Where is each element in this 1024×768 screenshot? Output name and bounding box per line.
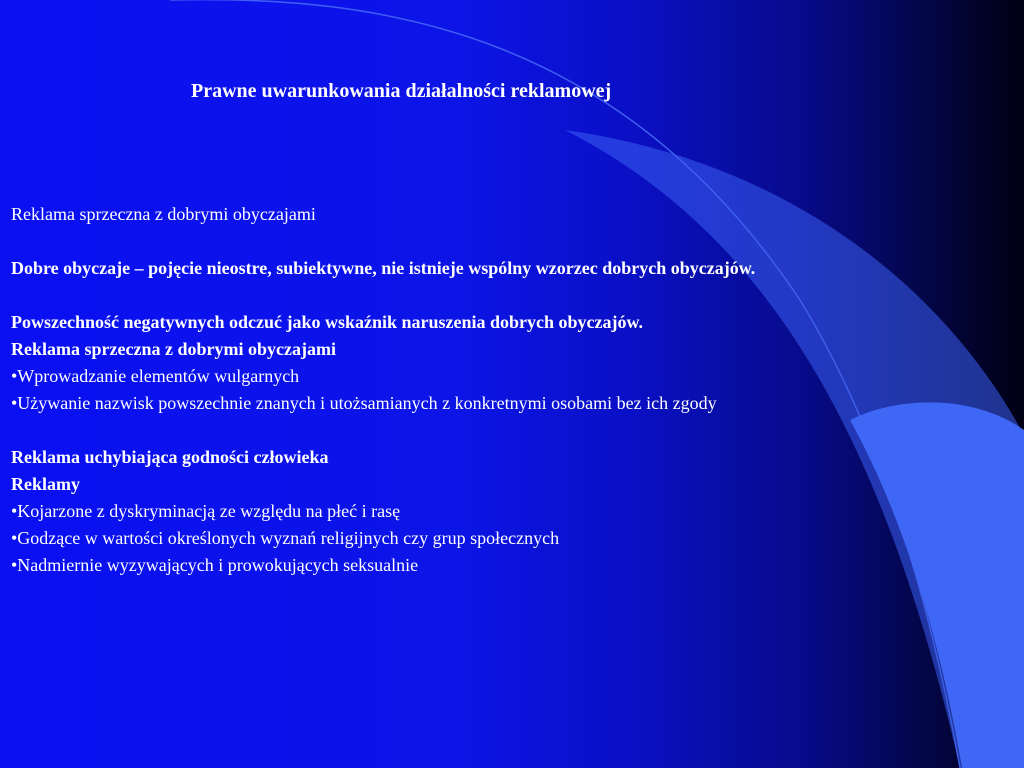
bullet-item: •Godzące w wartości określonych wyznań religijnych czy grup społecznych <box>11 528 560 548</box>
section2-subheading: Reklamy <box>11 474 80 494</box>
bullet-item: •Wprowadzanie elementów wulgarnych <box>11 366 300 386</box>
section2-heading: Reklama uchybiająca godności człowieka <box>11 447 329 467</box>
spacer <box>11 417 1011 444</box>
indicator-text: Powszechność negatywnych odczuć jako wskaźnik naruszenia dobrych obyczajów. <box>11 312 644 332</box>
spacer <box>11 228 1011 255</box>
slide-title: Prawne uwarunkowania działalności reklamowej <box>191 80 612 102</box>
section1-heading: Reklama sprzeczna z dobrymi obyczajami <box>11 339 336 359</box>
bullet-item: •Używanie nazwisk powszechnie znanych i utożsamianych z konkretnymi osobami bez ich zgody <box>11 393 717 413</box>
spacer <box>11 282 1011 309</box>
slide-content <box>11 201 1011 579</box>
bullet-item: •Kojarzone z dyskryminacją ze względu na płeć i rasę <box>11 501 401 521</box>
bullet-item: •Nadmiernie wyzywających i prowokujących seksualnie <box>11 555 419 575</box>
definition-text: Dobre obyczaje – pojęcie nieostre, subiektywne, nie istnieje wspólny wzorzec dobrych obyczajów. <box>11 258 756 278</box>
intro-text: Reklama sprzeczna z dobrymi obyczajami <box>11 204 316 224</box>
